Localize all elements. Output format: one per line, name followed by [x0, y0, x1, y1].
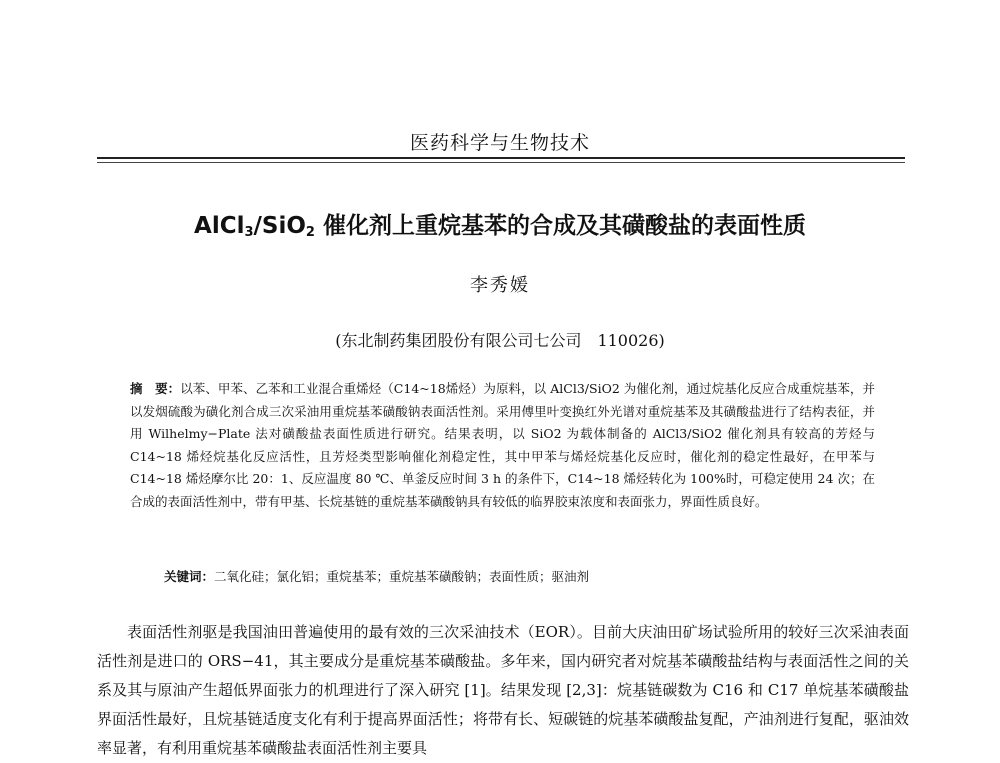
header-rule-thin — [97, 162, 905, 163]
abstract-text: 以苯、甲苯、乙苯和工业混合重烯烃（C14~18烯烃）为原料，以 AlCl3/SiO2 为催化剂，通过烷基化反应合成重烷基苯，并以发烟硫酸为磺化剂合成三次采油用重烷基苯磺酸钠表面活性剂。采用傅里叶变换红外光谱对重烷基苯及其磺酸盐进行了结构表征，并用 Wilhelmy−Plate 法对磺酸盐表面性质进行研究。结果表明，以 SiO2 为载体制备的 AlCl3/SiO2 催化剂具有较高的芳烃与 C14~18 烯烃烷基化反应活性，且芳烃类型影响催化剂稳定性，其中甲苯与烯烃烷基化反应时，催化剂的稳定性最好，在甲苯与 C14~18 烯烃摩尔比 20：1、反应温度 80 ℃、单釜反应时间 3 h 的条件下，C14~18 烯烃转化为 100%时，可稳定使用 24 次；在合成的表面活性剂中，带有甲基、长烷基链的重烷基苯磺酸钠具有较低的临界胶束浓度和表面张力，界面性质良好。 — [130, 381, 875, 509]
author-affiliation: (东北制药集团股份有限公司七公司 110026) — [335, 331, 665, 350]
journal-section-header: 医药科学与生物技术 — [409, 132, 590, 154]
title-part2: /SiO — [253, 213, 306, 239]
keywords-label: 关键词： — [164, 569, 215, 584]
body-text — [97, 618, 909, 763]
body-paragraph: 表面活性剂驱是我国油田普遍使用的最有效的三次采油技术（EOR）。目前大庆油田矿场试验所用的较好三次采油表面活性剂是进口的 ORS−41，其主要成分是重烷基苯磺酸盐。多年来，国内研究者对烷基苯磺酸盐结构与表面活性之间的关系及其与原油产生超低界面张力的机理进行了深入研究 [1]。结果发现 [2,3]：烷基链碳数为 C16 和 C17 单烷基苯磺酸盐界面活性最好，且烷基链适度支化有利于提高界面活性；将带有长、短碳链的烷基苯磺酸盐复配，产油剂进行复配，驱油效率显著，有利用重烷基苯磺酸盐表面活性剂主要具 — [97, 623, 909, 757]
title-sub1: 3 — [244, 225, 254, 240]
keywords-text: 二氧化硅；氯化铝；重烷基苯；重烷基苯磺酸钠；表面性质；驱油剂 — [214, 569, 590, 584]
header-rule-thick — [97, 157, 905, 159]
paper-title — [0, 207, 1000, 240]
abstract-label: 摘 要： — [130, 381, 181, 396]
title-sub2: 2 — [305, 225, 315, 240]
title-part3: 催化剂上重烷基苯的合成及其磺酸盐的表面性质 — [314, 213, 806, 239]
keywords-block — [164, 567, 864, 587]
abstract-block — [130, 378, 875, 513]
title-part1: AlCl — [194, 213, 245, 239]
author-name: 李秀媛 — [470, 275, 530, 296]
